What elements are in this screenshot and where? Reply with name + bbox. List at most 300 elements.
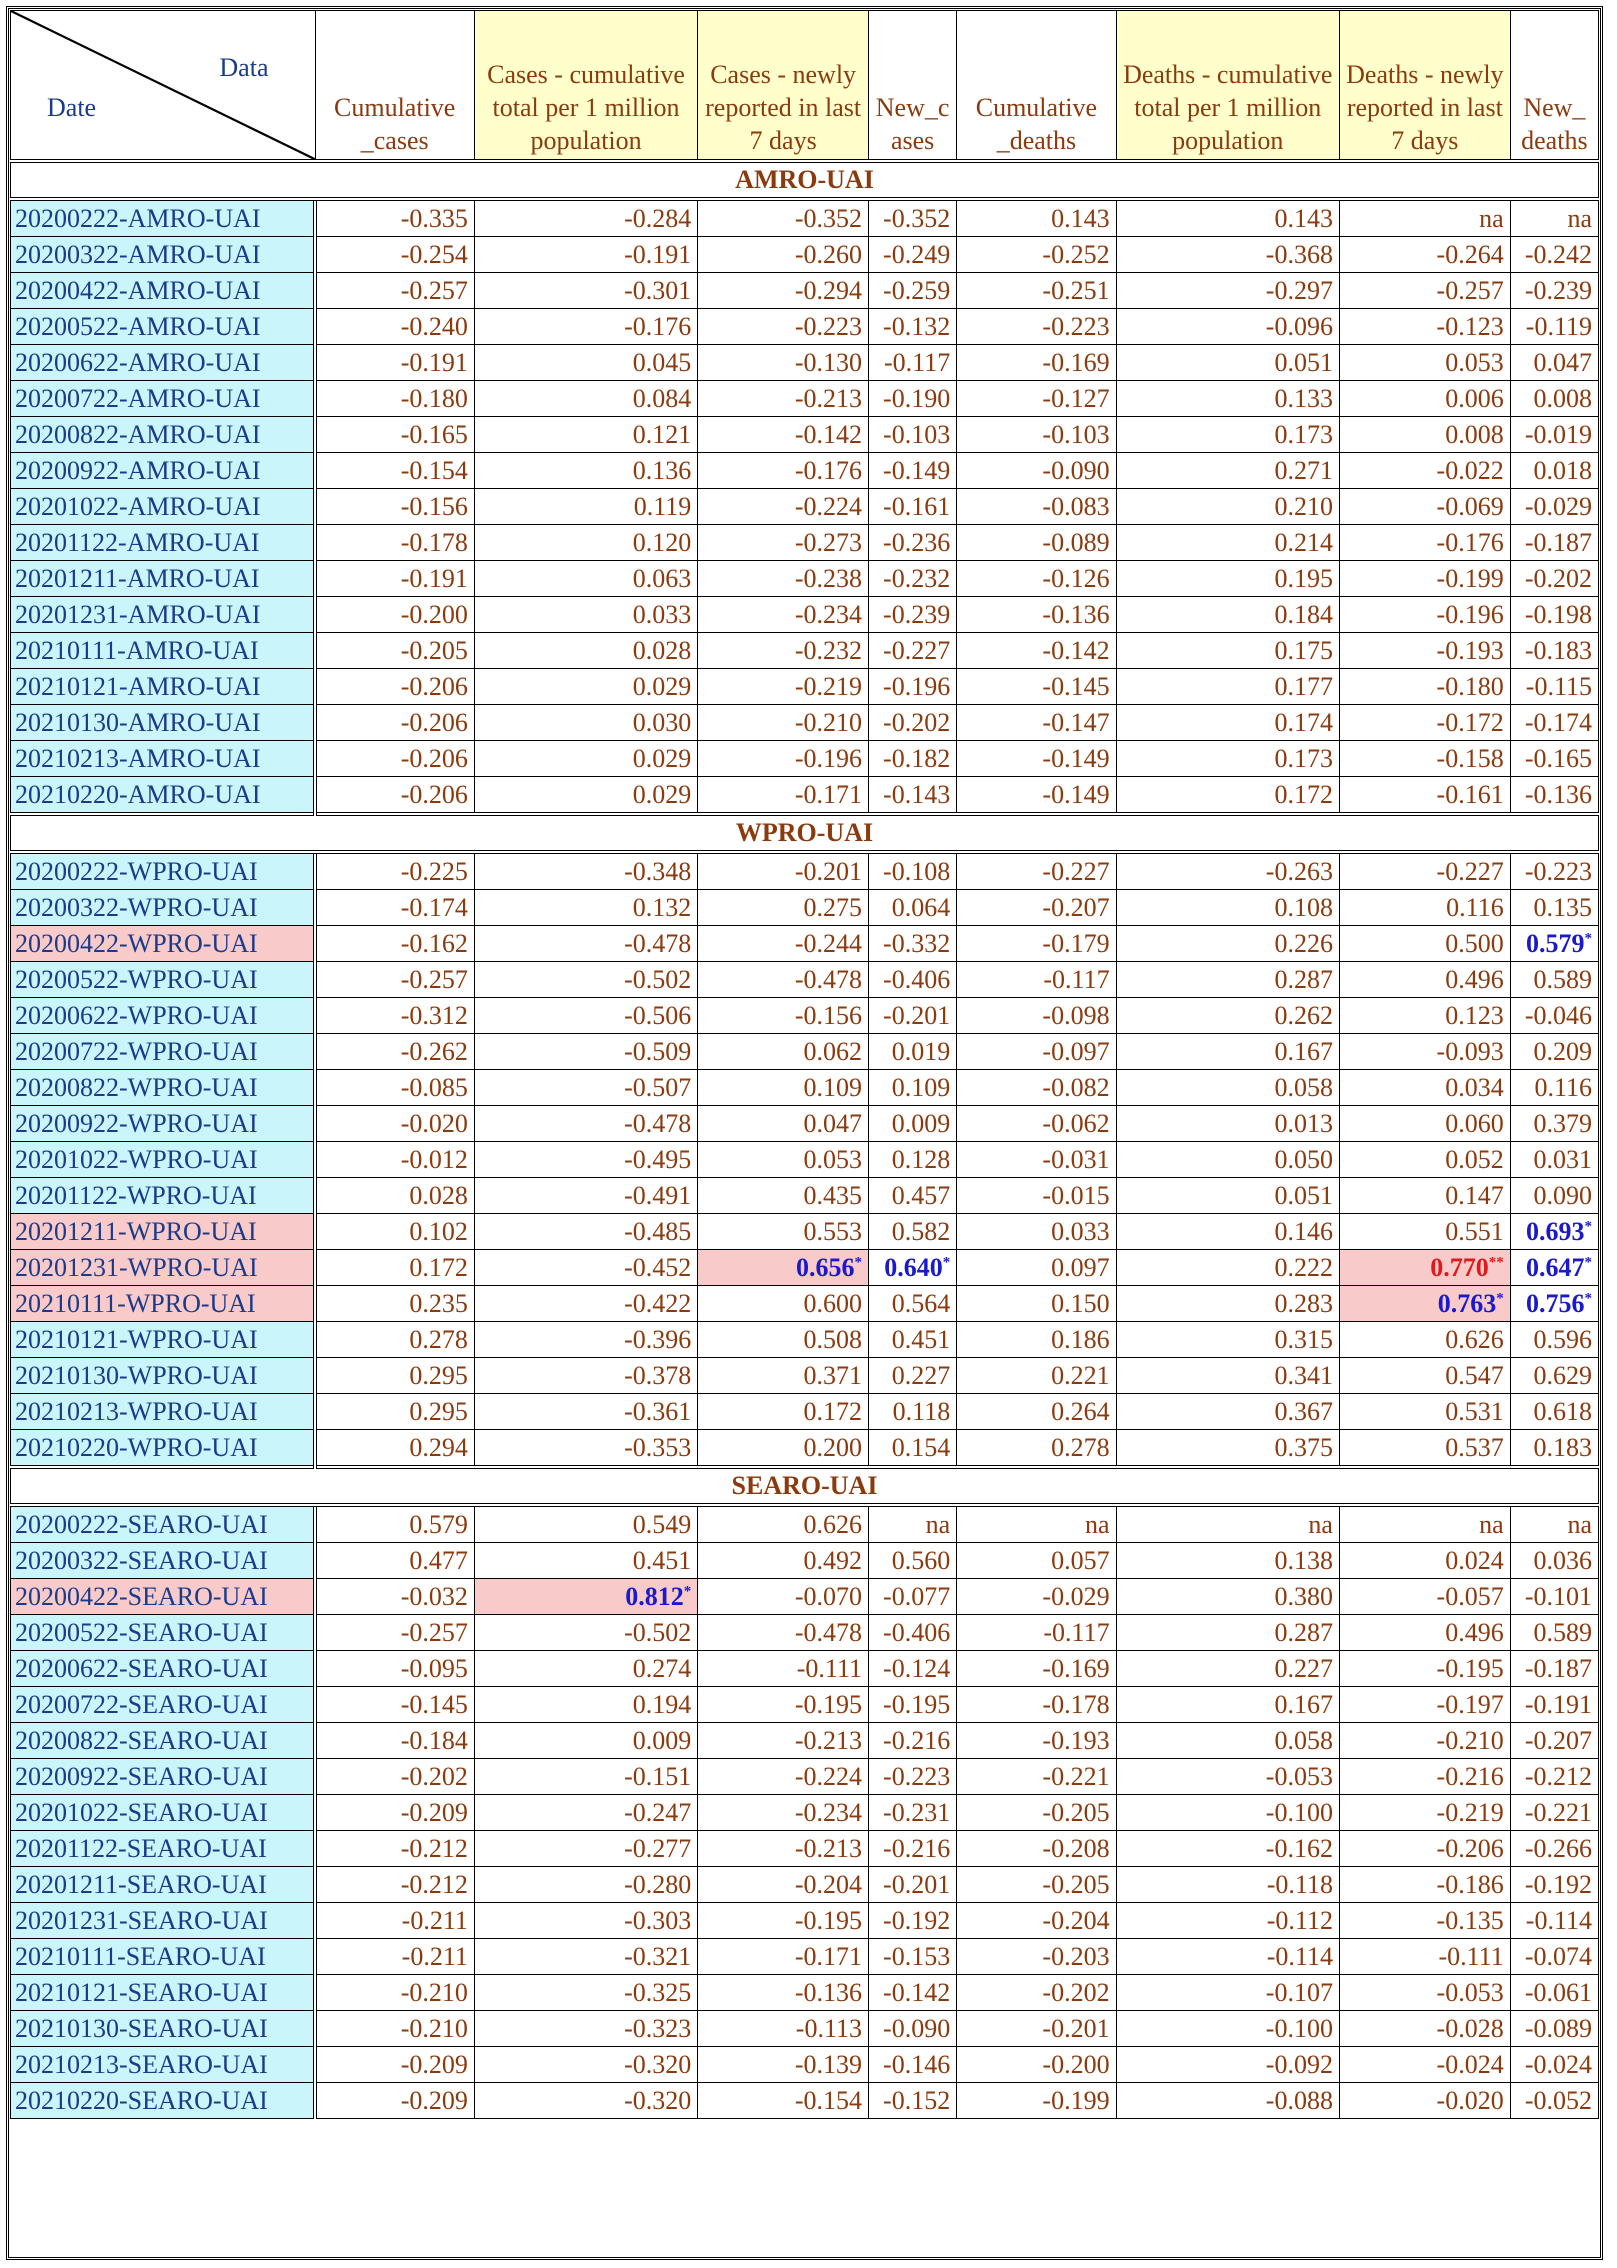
table-cell: -0.406 xyxy=(869,1615,957,1651)
table-cell: 0.150 xyxy=(957,1286,1116,1322)
table-cell: -0.320 xyxy=(474,2047,697,2083)
row-date-label: 20210213-WPRO-UAI xyxy=(11,1394,316,1430)
table-cell: -0.207 xyxy=(957,890,1116,926)
table-cell: -0.335 xyxy=(315,199,474,237)
table-cell: 0.183 xyxy=(1510,1430,1598,1468)
table-cell: -0.257 xyxy=(315,273,474,309)
table-cell: 0.053 xyxy=(698,1142,869,1178)
table-cell: -0.240 xyxy=(315,309,474,345)
table-cell: -0.191 xyxy=(474,237,697,273)
table-cell: -0.495 xyxy=(474,1142,697,1178)
table-cell: -0.332 xyxy=(869,926,957,962)
table-cell: 0.029 xyxy=(474,669,697,705)
table-cell: -0.232 xyxy=(698,633,869,669)
table-cell: -0.238 xyxy=(698,561,869,597)
table-cell: 0.560 xyxy=(869,1543,957,1579)
table-cell: 0.226 xyxy=(1116,926,1339,962)
table-row xyxy=(11,561,1599,597)
table-cell: -0.089 xyxy=(1510,2011,1598,2047)
section-title: WPRO-UAI xyxy=(11,814,1599,852)
significant-value xyxy=(1526,929,1592,958)
table-row xyxy=(11,1430,1599,1468)
table-cell: -0.303 xyxy=(474,1903,697,1939)
table-cell: 0.274 xyxy=(474,1651,697,1687)
table-cell: -0.193 xyxy=(1339,633,1510,669)
table-cell: 0.492 xyxy=(698,1543,869,1579)
table-cell: -0.178 xyxy=(315,525,474,561)
table-cell: -0.053 xyxy=(1339,1975,1510,2011)
table-cell: -0.201 xyxy=(957,2011,1116,2047)
table-cell: -0.101 xyxy=(1510,1579,1598,1615)
table-cell xyxy=(1339,1286,1510,1322)
row-date-label: 20200222-WPRO-UAI xyxy=(11,852,316,890)
table-cell: 0.147 xyxy=(1339,1178,1510,1214)
table-cell: -0.184 xyxy=(315,1723,474,1759)
row-date-label: 20210111-AMRO-UAI xyxy=(11,633,316,669)
col-header-new-deaths: New_ deaths xyxy=(1510,11,1598,162)
table-cell: 0.186 xyxy=(957,1322,1116,1358)
table-cell: -0.149 xyxy=(869,453,957,489)
table-cell: -0.266 xyxy=(1510,1831,1598,1867)
table-cell xyxy=(1510,1286,1598,1322)
row-date-label: 20210130-SEARO-UAI xyxy=(11,2011,316,2047)
row-date-label: 20200922-AMRO-UAI xyxy=(11,453,316,489)
table-cell: -0.284 xyxy=(474,199,697,237)
table-cell: -0.201 xyxy=(869,1867,957,1903)
table-cell xyxy=(869,1250,957,1286)
table-cell: -0.061 xyxy=(1510,1975,1598,2011)
row-date-label: 20210213-SEARO-UAI xyxy=(11,2047,316,2083)
table-row xyxy=(11,1070,1599,1106)
row-date-label: 20201211-AMRO-UAI xyxy=(11,561,316,597)
table-cell: 0.018 xyxy=(1510,453,1598,489)
significant-value xyxy=(625,1582,691,1611)
table-cell: -0.117 xyxy=(869,345,957,381)
table-cell: 0.006 xyxy=(1339,381,1510,417)
table-cell: 0.123 xyxy=(1339,998,1510,1034)
table-cell: -0.195 xyxy=(1339,1651,1510,1687)
table-cell: 0.375 xyxy=(1116,1430,1339,1468)
table-cell: 0.380 xyxy=(1116,1579,1339,1615)
table-cell: -0.219 xyxy=(698,669,869,705)
table-cell: 0.116 xyxy=(1339,890,1510,926)
table-cell: -0.320 xyxy=(474,2083,697,2119)
row-date-label: 20210111-SEARO-UAI xyxy=(11,1939,316,1975)
row-date-label: 20210111-WPRO-UAI xyxy=(11,1286,316,1322)
table-row xyxy=(11,453,1599,489)
table-cell: -0.130 xyxy=(698,345,869,381)
table-cell: -0.325 xyxy=(474,1975,697,2011)
table-cell: na xyxy=(1339,199,1510,237)
table-cell: -0.201 xyxy=(869,998,957,1034)
table-cell: -0.024 xyxy=(1339,2047,1510,2083)
table-row xyxy=(11,597,1599,633)
table-row xyxy=(11,1579,1599,1615)
table-cell: 0.132 xyxy=(474,890,697,926)
table-cell: 0.283 xyxy=(1116,1286,1339,1322)
table-cell: -0.183 xyxy=(1510,633,1598,669)
cell-value: 0.763 xyxy=(1437,1288,1497,1318)
row-date-label: 20200222-SEARO-UAI xyxy=(11,1505,316,1543)
table-cell: -0.257 xyxy=(315,1615,474,1651)
table-cell: -0.012 xyxy=(315,1142,474,1178)
cell-value: 0.812 xyxy=(625,1581,684,1611)
table-cell: -0.221 xyxy=(957,1759,1116,1795)
row-date-label: 20200322-SEARO-UAI xyxy=(11,1543,316,1579)
table-cell: -0.260 xyxy=(698,237,869,273)
table-cell: -0.210 xyxy=(315,2011,474,2047)
table-cell: 0.537 xyxy=(1339,1430,1510,1468)
table-cell: -0.491 xyxy=(474,1178,697,1214)
table-cell: -0.100 xyxy=(1116,2011,1339,2047)
table-cell: -0.195 xyxy=(869,1687,957,1723)
table-cell: 0.135 xyxy=(1510,890,1598,926)
row-date-label: 20200822-AMRO-UAI xyxy=(11,417,316,453)
row-date-label: 20200722-SEARO-UAI xyxy=(11,1687,316,1723)
table-cell: -0.136 xyxy=(1510,777,1598,815)
row-date-label: 20200622-SEARO-UAI xyxy=(11,1651,316,1687)
table-cell: 0.626 xyxy=(698,1505,869,1543)
table-row xyxy=(11,1795,1599,1831)
table-cell: -0.227 xyxy=(1339,852,1510,890)
table-cell: 0.496 xyxy=(1339,962,1510,998)
table-cell: 0.143 xyxy=(1116,199,1339,237)
table-cell: 0.109 xyxy=(869,1070,957,1106)
table-cell: na xyxy=(869,1505,957,1543)
table-cell: -0.205 xyxy=(957,1867,1116,1903)
table-cell: 0.551 xyxy=(1339,1214,1510,1250)
table-cell: -0.216 xyxy=(869,1723,957,1759)
table-cell: 0.553 xyxy=(698,1214,869,1250)
table-cell: 0.102 xyxy=(315,1214,474,1250)
row-date-label: 20200522-AMRO-UAI xyxy=(11,309,316,345)
table-cell: 0.629 xyxy=(1510,1358,1598,1394)
table-cell: -0.352 xyxy=(698,199,869,237)
table-cell: -0.146 xyxy=(869,2047,957,2083)
table-cell: -0.361 xyxy=(474,1394,697,1430)
row-date-label: 20201211-WPRO-UAI xyxy=(11,1214,316,1250)
table-cell: 0.341 xyxy=(1116,1358,1339,1394)
table-cell: -0.117 xyxy=(957,1615,1116,1651)
row-date-label: 20201022-WPRO-UAI xyxy=(11,1142,316,1178)
table-cell: 0.146 xyxy=(1116,1214,1339,1250)
table-cell: -0.176 xyxy=(698,453,869,489)
table-cell: 0.009 xyxy=(869,1106,957,1142)
table-cell: 0.626 xyxy=(1339,1322,1510,1358)
table-cell: -0.252 xyxy=(957,237,1116,273)
table-cell: -0.478 xyxy=(474,1106,697,1142)
table-cell: 0.371 xyxy=(698,1358,869,1394)
table-cell: -0.239 xyxy=(869,597,957,633)
table-cell: -0.161 xyxy=(869,489,957,525)
table-cell: 0.184 xyxy=(1116,597,1339,633)
table-row xyxy=(11,1322,1599,1358)
table-cell: -0.273 xyxy=(698,525,869,561)
row-date-label: 20210121-SEARO-UAI xyxy=(11,1975,316,2011)
table-cell: -0.205 xyxy=(957,1795,1116,1831)
table-cell: -0.082 xyxy=(957,1070,1116,1106)
table-row xyxy=(11,309,1599,345)
table-cell: 0.045 xyxy=(474,345,697,381)
table-cell: 0.547 xyxy=(1339,1358,1510,1394)
significant-value xyxy=(1526,1253,1592,1282)
table-cell: -0.174 xyxy=(315,890,474,926)
table-row xyxy=(11,705,1599,741)
table-cell: -0.234 xyxy=(698,1795,869,1831)
table-row xyxy=(11,2047,1599,2083)
table-row xyxy=(11,1142,1599,1178)
significant-value xyxy=(796,1253,862,1282)
section-header-row xyxy=(11,161,1599,199)
table-cell: 0.051 xyxy=(1116,1178,1339,1214)
row-date-label: 20210220-WPRO-UAI xyxy=(11,1430,316,1468)
table-cell: -0.191 xyxy=(315,345,474,381)
table-cell: -0.178 xyxy=(957,1687,1116,1723)
table-cell: -0.142 xyxy=(957,633,1116,669)
header-row xyxy=(11,11,1599,162)
table-cell: -0.171 xyxy=(698,777,869,815)
table-cell: 0.030 xyxy=(474,705,697,741)
table-cell: 0.090 xyxy=(1510,1178,1598,1214)
table-cell: -0.195 xyxy=(698,1903,869,1939)
table-cell: -0.154 xyxy=(315,453,474,489)
table-cell: -0.031 xyxy=(957,1142,1116,1178)
table-cell: -0.212 xyxy=(315,1867,474,1903)
table-cell: 0.052 xyxy=(1339,1142,1510,1178)
table-cell: -0.485 xyxy=(474,1214,697,1250)
row-date-label: 20200622-AMRO-UAI xyxy=(11,345,316,381)
row-date-label: 20210220-SEARO-UAI xyxy=(11,2083,316,2119)
table-cell: -0.227 xyxy=(957,852,1116,890)
table-cell: -0.193 xyxy=(957,1723,1116,1759)
table-cell: 0.143 xyxy=(957,199,1116,237)
table-cell: -0.206 xyxy=(315,777,474,815)
table-row xyxy=(11,1903,1599,1939)
table-cell: 0.058 xyxy=(1116,1070,1339,1106)
table-cell: -0.149 xyxy=(957,741,1116,777)
row-date-label: 20200722-AMRO-UAI xyxy=(11,381,316,417)
significance-marker: ** xyxy=(1488,1253,1504,1270)
table-cell: -0.100 xyxy=(1116,1795,1339,1831)
table-cell: 0.477 xyxy=(315,1543,474,1579)
table-cell: 0.174 xyxy=(1116,705,1339,741)
table-cell: 0.582 xyxy=(869,1214,957,1250)
table-row xyxy=(11,1867,1599,1903)
table-cell: -0.502 xyxy=(474,962,697,998)
table-cell: -0.022 xyxy=(1339,453,1510,489)
table-cell: 0.278 xyxy=(315,1322,474,1358)
table-row xyxy=(11,525,1599,561)
table-cell: -0.294 xyxy=(698,273,869,309)
table-cell: 0.579 xyxy=(315,1505,474,1543)
table-cell: -0.251 xyxy=(957,273,1116,309)
table-cell: 0.457 xyxy=(869,1178,957,1214)
table-cell: -0.029 xyxy=(957,1579,1116,1615)
table-cell: -0.197 xyxy=(1339,1687,1510,1723)
table-cell: 0.214 xyxy=(1116,525,1339,561)
table-cell: -0.452 xyxy=(474,1250,697,1286)
table-cell: -0.406 xyxy=(869,962,957,998)
table-cell: 0.589 xyxy=(1510,1615,1598,1651)
table-cell: -0.136 xyxy=(957,597,1116,633)
table-cell: na xyxy=(1339,1505,1510,1543)
table-cell: -0.264 xyxy=(1339,237,1510,273)
table-cell: 0.154 xyxy=(869,1430,957,1468)
cell-value: 0.640 xyxy=(884,1252,943,1282)
table-cell: -0.145 xyxy=(957,669,1116,705)
table-cell: -0.301 xyxy=(474,273,697,309)
table-cell: 0.227 xyxy=(869,1358,957,1394)
table-cell: -0.028 xyxy=(1339,2011,1510,2047)
table-cell: -0.202 xyxy=(869,705,957,741)
row-date-label: 20200222-AMRO-UAI xyxy=(11,199,316,237)
table-cell: -0.196 xyxy=(869,669,957,705)
table-row xyxy=(11,852,1599,890)
table-cell: 0.047 xyxy=(698,1106,869,1142)
table-cell: -0.169 xyxy=(957,1651,1116,1687)
table-cell: -0.176 xyxy=(474,309,697,345)
table-cell: -0.200 xyxy=(957,2047,1116,2083)
table-cell: na xyxy=(1510,1505,1598,1543)
table-cell: -0.208 xyxy=(957,1831,1116,1867)
table-cell: -0.227 xyxy=(869,633,957,669)
table-cell: 0.500 xyxy=(1339,926,1510,962)
cell-value: 0.756 xyxy=(1526,1288,1585,1318)
table-cell: 0.264 xyxy=(957,1394,1116,1430)
table-cell: -0.210 xyxy=(1339,1723,1510,1759)
table-cell: -0.062 xyxy=(957,1106,1116,1142)
table-cell: -0.132 xyxy=(869,309,957,345)
table-cell: -0.210 xyxy=(698,705,869,741)
table-cell: -0.204 xyxy=(957,1903,1116,1939)
table-cell: 0.295 xyxy=(315,1358,474,1394)
table-cell: 0.019 xyxy=(869,1034,957,1070)
table-cell: 0.064 xyxy=(869,890,957,926)
table-row xyxy=(11,926,1599,962)
table-cell: 0.195 xyxy=(1116,561,1339,597)
table-row xyxy=(11,1106,1599,1142)
table-cell: 0.053 xyxy=(1339,345,1510,381)
table-cell: 0.120 xyxy=(474,525,697,561)
table-cell: -0.135 xyxy=(1339,1903,1510,1939)
table-row xyxy=(11,1543,1599,1579)
significance-marker: * xyxy=(683,1582,692,1599)
table-cell: 0.084 xyxy=(474,381,697,417)
table-cell: -0.263 xyxy=(1116,852,1339,890)
table-cell: -0.111 xyxy=(698,1651,869,1687)
table-cell: 0.235 xyxy=(315,1286,474,1322)
table-cell: 0.589 xyxy=(1510,962,1598,998)
row-date-label: 20201231-WPRO-UAI xyxy=(11,1250,316,1286)
row-date-label: 20200422-AMRO-UAI xyxy=(11,273,316,309)
table-cell: -0.478 xyxy=(698,1615,869,1651)
table-cell: -0.149 xyxy=(957,777,1116,815)
table-cell: -0.136 xyxy=(698,1975,869,2011)
table-row xyxy=(11,1831,1599,1867)
row-date-label: 20210213-AMRO-UAI xyxy=(11,741,316,777)
table-row xyxy=(11,1939,1599,1975)
table-cell: -0.210 xyxy=(315,1975,474,2011)
table-cell xyxy=(1339,1250,1510,1286)
table-cell: 0.036 xyxy=(1510,1543,1598,1579)
table-cell: -0.096 xyxy=(1116,309,1339,345)
table-cell: -0.020 xyxy=(315,1106,474,1142)
table-cell: 0.271 xyxy=(1116,453,1339,489)
table-cell: 0.172 xyxy=(698,1394,869,1430)
table-cell: -0.156 xyxy=(698,998,869,1034)
table-cell: -0.321 xyxy=(474,1939,697,1975)
row-date-label: 20201122-WPRO-UAI xyxy=(11,1178,316,1214)
table-cell: 0.029 xyxy=(474,741,697,777)
table-cell: -0.115 xyxy=(1510,669,1598,705)
table-cell: -0.212 xyxy=(315,1831,474,1867)
table-cell: -0.174 xyxy=(1510,705,1598,741)
table-cell: 0.173 xyxy=(1116,417,1339,453)
table-cell: 0.063 xyxy=(474,561,697,597)
table-cell: 0.172 xyxy=(1116,777,1339,815)
significance-marker: * xyxy=(1496,1289,1504,1306)
significant-value xyxy=(884,1253,950,1282)
table-row xyxy=(11,2083,1599,2119)
table-cell: -0.212 xyxy=(1510,1759,1598,1795)
table-cell: -0.111 xyxy=(1339,1939,1510,1975)
table-cell: -0.231 xyxy=(869,1795,957,1831)
table-cell: 0.118 xyxy=(869,1394,957,1430)
table-cell: 0.200 xyxy=(698,1430,869,1468)
table-cell: -0.191 xyxy=(315,561,474,597)
table-cell: -0.117 xyxy=(957,962,1116,998)
table-cell: 0.262 xyxy=(1116,998,1339,1034)
table-row xyxy=(11,633,1599,669)
table-cell: -0.223 xyxy=(869,1759,957,1795)
table-cell: -0.224 xyxy=(698,1759,869,1795)
table-cell: -0.219 xyxy=(1339,1795,1510,1831)
row-date-label: 20200922-SEARO-UAI xyxy=(11,1759,316,1795)
table-cell: 0.167 xyxy=(1116,1034,1339,1070)
row-date-label: 20201022-AMRO-UAI xyxy=(11,489,316,525)
table-cell: 0.138 xyxy=(1116,1543,1339,1579)
table-cell: na xyxy=(1116,1505,1339,1543)
table-cell: -0.153 xyxy=(869,1939,957,1975)
row-date-label: 20200322-WPRO-UAI xyxy=(11,890,316,926)
table-cell: -0.206 xyxy=(315,741,474,777)
table-cell: 0.050 xyxy=(1116,1142,1339,1178)
table-cell: -0.209 xyxy=(315,2083,474,2119)
table-cell: -0.225 xyxy=(315,852,474,890)
table-cell: -0.143 xyxy=(869,777,957,815)
table-row xyxy=(11,890,1599,926)
table-cell: 0.173 xyxy=(1116,741,1339,777)
table-cell: -0.205 xyxy=(315,633,474,669)
table-cell: 0.060 xyxy=(1339,1106,1510,1142)
table-cell: -0.077 xyxy=(869,1579,957,1615)
table-row xyxy=(11,345,1599,381)
col-header-cases-per-million: Cases - cumulative total per 1 million population xyxy=(474,11,697,162)
row-date-label: 20200422-WPRO-UAI xyxy=(11,926,316,962)
table-cell: -0.202 xyxy=(315,1759,474,1795)
table-cell: 0.121 xyxy=(474,417,697,453)
table-cell: -0.171 xyxy=(698,1939,869,1975)
table-cell: 0.028 xyxy=(474,633,697,669)
table-row xyxy=(11,998,1599,1034)
table-cell: -0.213 xyxy=(698,1831,869,1867)
cell-value: 0.770 xyxy=(1430,1252,1489,1282)
table-cell: 0.618 xyxy=(1510,1394,1598,1430)
table-row xyxy=(11,199,1599,237)
table-cell: 0.108 xyxy=(1116,890,1339,926)
table-cell: -0.180 xyxy=(315,381,474,417)
significance-marker: * xyxy=(1584,1253,1592,1270)
